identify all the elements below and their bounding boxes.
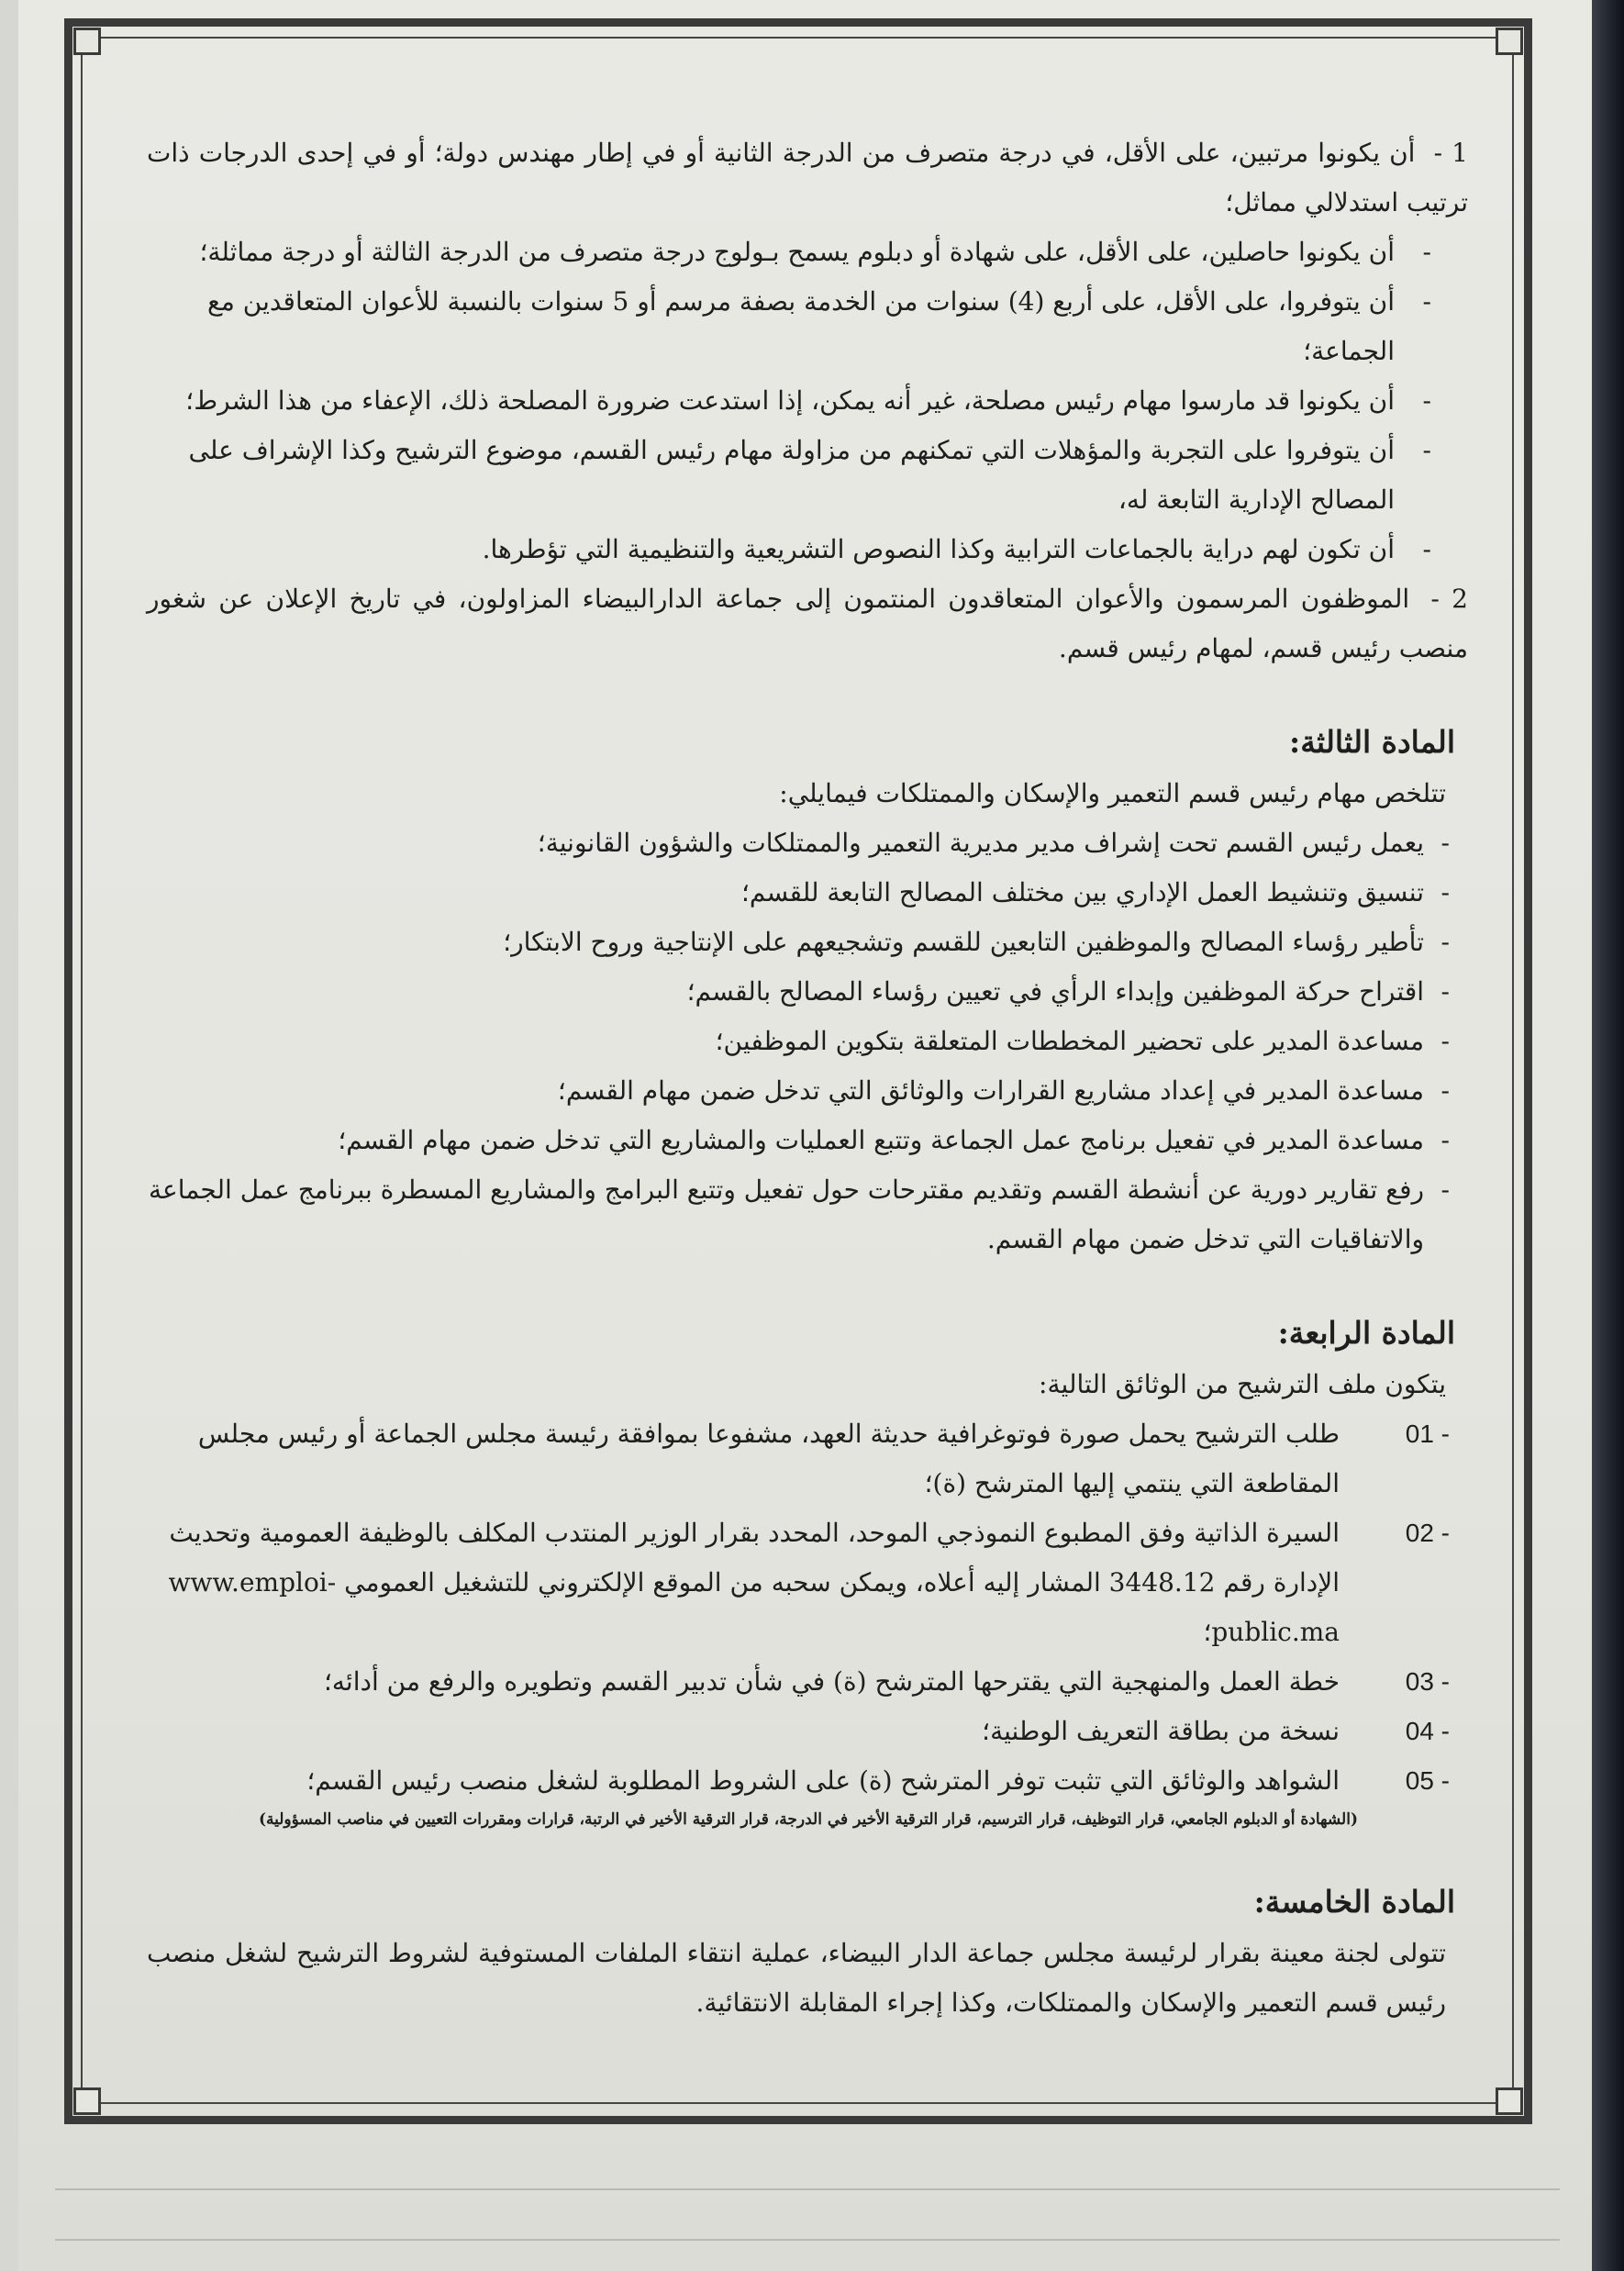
eligibility-item-1: [147, 128, 1468, 228]
list-item: - يعمل رئيس القسم تحت إشراف مدير مديرية التعمير والممتلكات والشؤون القانونية؛: [537, 828, 1450, 858]
item-text: أن يكونوا مرتبين، على الأقل، في درجة متصرف من الدرجة الثانية أو في إطار مهندس دولة؛ أو في إحدى الدرجات ذات ترتيب استدلالي مماثل؛: [147, 138, 1468, 217]
article-3-heading: المادة الثالثة:: [1289, 724, 1455, 760]
article-5-heading: المادة الخامسة:: [1253, 1884, 1455, 1920]
list-item: - أن يتوفروا على التجربة والمؤهلات التي تمكنهم من مزاولة مهام رئيس القسم، موضوع الترشيح وكذا الإشراف على المصالح الإدارية التابعة له،: [188, 435, 1431, 515]
list-item: 02 - السيرة الذاتية وفق المطبوع النموذجي الموحد، المحدد بقرار الوزير المنتدب المكلف بالوظيفة العمومية وتحديث الإدارة رقم 3448.12 المشار إليه أعلاه، ويمكن سحبه من الموقع الإلكتروني للتشغيل العمومي www.emploi-public.ma؛: [168, 1518, 1450, 1647]
border-corner-ornament: [1496, 2087, 1523, 2115]
list-item: 05 - الشواهد والوثائق التي تثبت توفر المترشح (ة) على الشروط المطلوبة لشغل منصب رئيس القسم؛: [306, 1765, 1450, 1796]
background-edge: [1592, 0, 1624, 2271]
item-number: 1 -: [1433, 138, 1468, 168]
list-item: - أن يتوفروا، على الأقل، على أربع (4) سنوات من الخدمة بصفة مرسم أو 5 سنوات بالنسبة للأعوان المتعاقدين مع الجماعة؛: [206, 286, 1431, 366]
list-item: 03 - خطة العمل والمنهجية التي يقترحها المترشح (ة) في شأن تدبير القسم وتطويره والرفع من أدائه؛: [324, 1666, 1450, 1697]
conditions-list: [147, 228, 1468, 574]
article-4-heading: المادة الرابعة:: [1277, 1315, 1455, 1351]
article-3-duties-list: [147, 818, 1468, 1264]
list-item: 01 - طلب الترشيح يحمل صورة فوتوغرافية حديثة العهد، مشفوعا بموافقة رئيسة مجلس الجماعة أو رئيس مجلس المقاطعة التي ينتمي إليها المترشح (ة)؛: [197, 1419, 1450, 1498]
list-item: - أن يكونوا حاصلين، على الأقل، على شهادة أو دبلوم يسمح بـولوج درجة متصرف من الدرجة الثالثة أو درجة مماثلة؛: [199, 237, 1431, 267]
list-item: - مساعدة المدير في إعداد مشاريع القرارات والوثائق التي تدخل ضمن مهام القسم؛: [557, 1075, 1450, 1106]
document-body: [147, 128, 1468, 2028]
footer-rule: [55, 2188, 1560, 2190]
footer-rule: [55, 2239, 1560, 2241]
list-item: - مساعدة المدير على تحضير المخططات المتعلقة بتكوين الموظفين؛: [715, 1026, 1450, 1056]
documents-note: (الشهادة أو الدبلوم الجامعي، قرار التوظيف، قرار الترسيم، قرار الترقية الأخير في الدرجة، قرار الترقية الأخير في الرتبة، قرارات ومقررات التعيين في مناصب المسؤولية): [258, 1810, 1358, 1829]
list-item: - مساعدة المدير في تفعيل برنامج عمل الجماعة وتتبع العمليات والمشاريع التي تدخل ضمن مهام القسم؛: [338, 1125, 1450, 1155]
list-item: - تأطير رؤساء المصالح والموظفين التابعين للقسم وتشجيعهم على الإنتاجية وروح الابتكار؛: [503, 927, 1450, 957]
border-corner-ornament: [73, 28, 101, 55]
eligibility-item-2: [147, 574, 1468, 674]
application-documents-list: [147, 1409, 1468, 1806]
list-item: - أن تكون لهم دراية بالجماعات الترابية وكذا النصوص التشريعية والتنظيمية التي تؤطرها.: [482, 534, 1431, 564]
border-corner-ornament: [1496, 28, 1523, 55]
article-4-intro: يتكون ملف الترشيح من الوثائق التالية:: [1039, 1369, 1446, 1399]
article-3-intro: تتلخص مهام رئيس قسم التعمير والإسكان والممتلكات فيمايلي:: [779, 778, 1446, 808]
list-item: - أن يكونوا قد مارسوا مهام رئيس مصلحة، غير أنه يمكن، إذا استدعت ضرورة المصلحة ذلك، الإعفاء من هذا الشرط؛: [185, 385, 1431, 416]
list-item: 04 - نسخة من بطاقة التعريف الوطنية؛: [982, 1716, 1450, 1746]
list-item: - اقتراح حركة الموظفين وإبداء الرأي في تعيين رؤساء المصالح بالقسم؛: [686, 976, 1450, 1007]
item-number: 2 -: [1430, 584, 1468, 614]
item-text: الموظفون المرسمون والأعوان المتعاقدون المنتمون إلى جماعة الدارالبيضاء المزاولون، في تاريخ الإعلان عن شغور منصب رئيس قسم، لمهام رئيس قسم.: [147, 584, 1468, 663]
list-item: - رفع تقارير دورية عن أنشطة القسم وتقديم مقترحات حول تفعيل وتتبع البرامج والمشاريع المسطرة ببرنامج عمل الجماعة والاتفاقيات التي تدخل ضمن مهام القسم.: [148, 1174, 1450, 1254]
border-corner-ornament: [73, 2087, 101, 2115]
list-item: - تنسيق وتنشيط العمل الإداري بين مختلف المصالح التابعة للقسم؛: [741, 877, 1450, 907]
article-5-text: تتولى لجنة معينة بقرار لرئيسة مجلس جماعة الدار البيضاء، عملية انتقاء الملفات المستوفية لشروط الترشيح لشغل منصب رئيس قسم التعمير والإسكان والممتلكات، وكذا إجراء المقابلة الانتقائية.: [147, 1938, 1446, 2018]
